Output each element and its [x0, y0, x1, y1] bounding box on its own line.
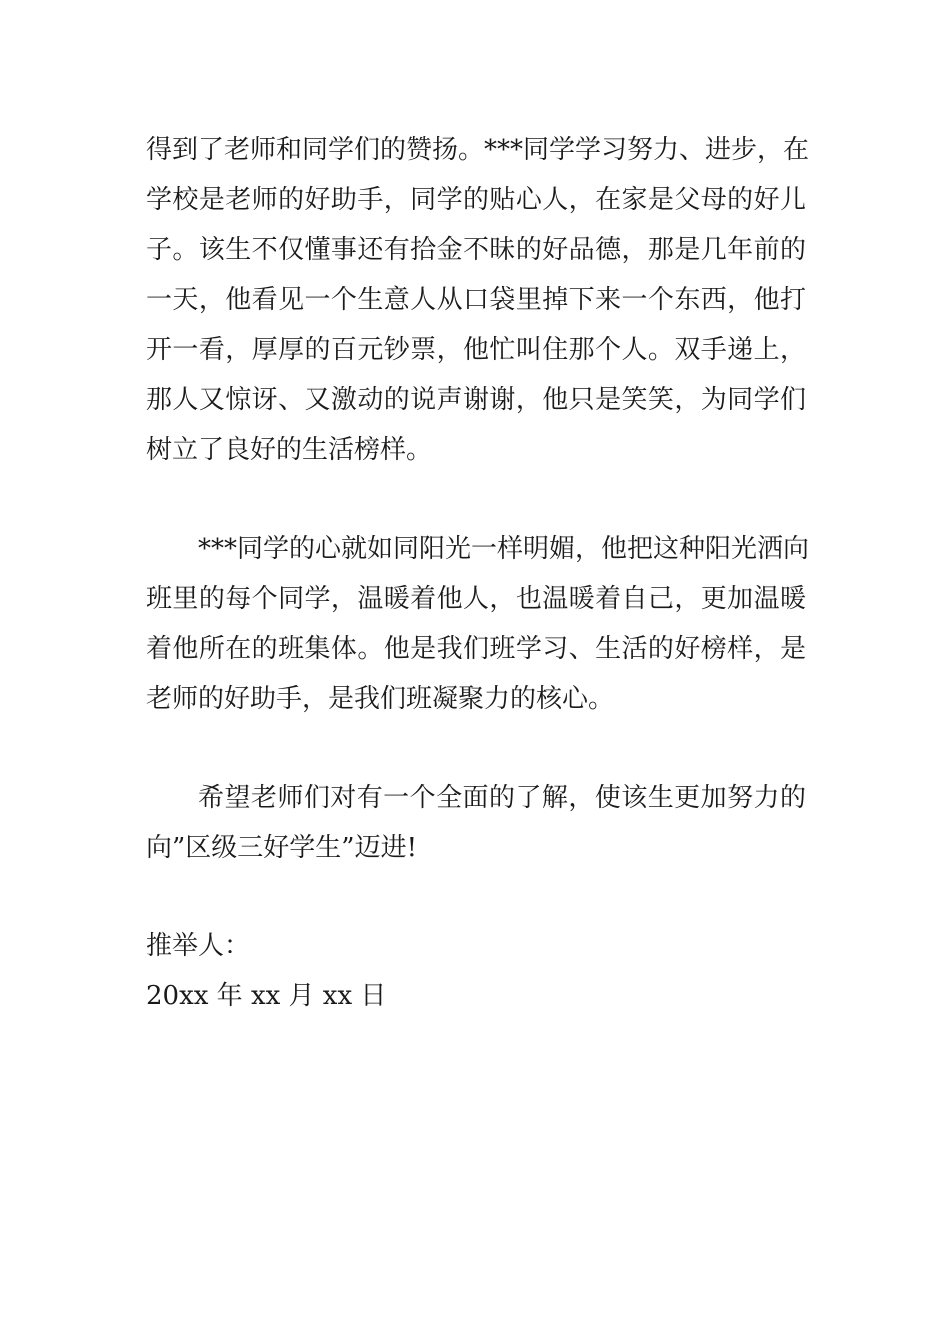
signature-date: 20xx 年 xx 月 xx 日: [146, 981, 387, 1011]
paragraph-1-line-3: 子。该生不仅懂事还有拾金不昧的好品德，那是几年前的: [146, 235, 806, 265]
paragraph-3-line-1: 希望老师们对有一个全面的了解，使该生更加努力的: [198, 783, 806, 813]
paragraph-3-line-2: 向”区级三好学生”迈进!: [146, 833, 418, 863]
paragraph-1-line-1: 得到了老师和同学们的赞扬。***同学学习努力、进步，在: [146, 135, 810, 165]
paragraph-2-line-1: ***同学的心就如同阳光一样明媚，他把这种阳光洒向: [198, 534, 810, 564]
paragraph-2-line-4: 老师的好助手，是我们班凝聚力的核心。: [146, 684, 615, 714]
paragraph-1-line-2: 学校是老师的好助手，同学的贴心人，在家是父母的好儿: [146, 185, 806, 215]
paragraph-1-line-6: 那人又惊讶、又激动的说声谢谢，他只是笑笑，为同学们: [146, 385, 806, 415]
recommender-label: 推举人：: [146, 931, 251, 961]
paragraph-1-line-4: 一天，他看见一个生意人从口袋里掉下来一个东西，他打: [146, 285, 806, 315]
paragraph-2-line-3: 着他所在的班集体。他是我们班学习、生活的好榜样，是: [146, 634, 806, 664]
paragraph-1-line-7: 树立了良好的生活榜样。: [146, 435, 433, 465]
paragraph-2-line-2: 班里的每个同学，温暖着他人，也温暖着自己，更加温暖: [146, 584, 806, 614]
paragraph-1-line-5: 开一看，厚厚的百元钞票，他忙叫住那个人。双手递上，: [146, 335, 806, 365]
